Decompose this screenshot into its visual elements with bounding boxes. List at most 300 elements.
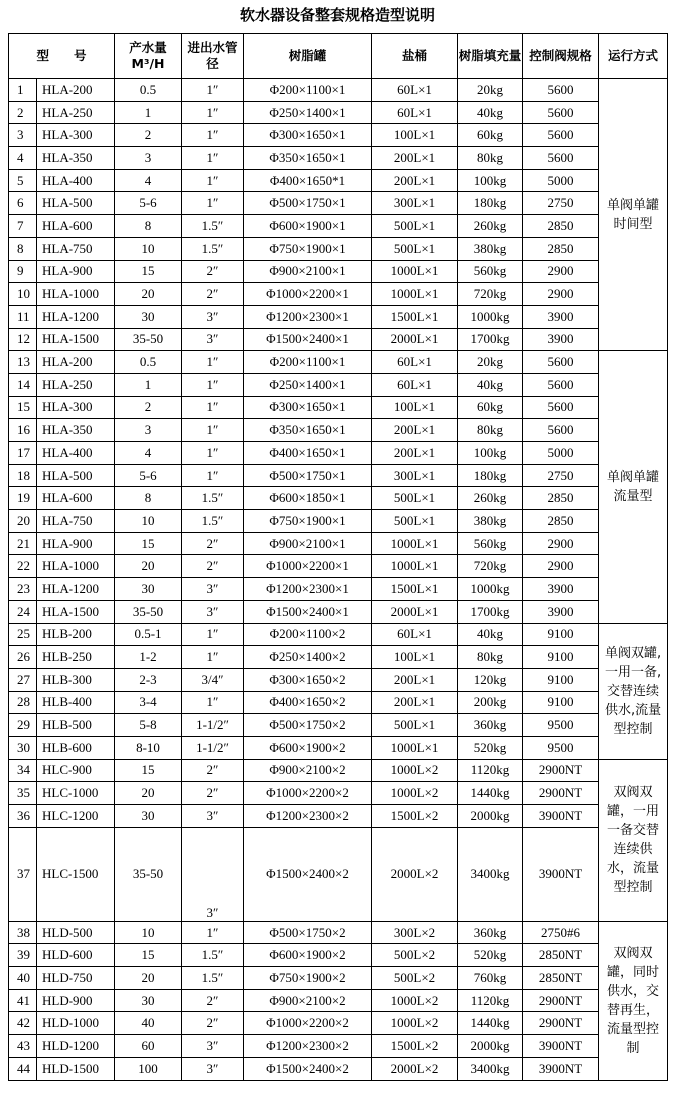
cell-flow: 15 xyxy=(115,260,182,283)
cell-no: 5 xyxy=(9,169,37,192)
cell-run-mode: 单阀单罐 流量型 xyxy=(599,351,668,623)
cell-flow: 20 xyxy=(115,967,182,990)
cell-model: HLA-900 xyxy=(37,260,115,283)
cell-resin: 40kg xyxy=(458,623,523,646)
cell-pipe: 1″ xyxy=(182,79,244,102)
cell-resin: 100kg xyxy=(458,442,523,465)
cell-no: 36 xyxy=(9,805,37,828)
table-row xyxy=(9,944,668,967)
table-row xyxy=(9,827,668,921)
cell-tank: Φ750×1900×1 xyxy=(244,237,372,260)
cell-valve: 2850 xyxy=(523,487,599,510)
table-row xyxy=(9,1057,668,1080)
cell-flow: 2 xyxy=(115,396,182,419)
cell-flow: 2-3 xyxy=(115,668,182,691)
cell-tank: Φ400×1650*1 xyxy=(244,169,372,192)
cell-flow: 35-50 xyxy=(115,827,182,921)
cell-model: HLA-900 xyxy=(37,532,115,555)
cell-pipe: 1.5″ xyxy=(182,967,244,990)
cell-model: HLA-1200 xyxy=(37,578,115,601)
cell-model: HLD-900 xyxy=(37,989,115,1012)
cell-resin: 260kg xyxy=(458,487,523,510)
cell-resin: 1000kg xyxy=(458,578,523,601)
cell-pipe: 1″ xyxy=(182,373,244,396)
cell-valve: 2900NT xyxy=(523,989,599,1012)
cell-salt: 500L×2 xyxy=(372,944,458,967)
cell-pipe: 1-1/2″ xyxy=(182,714,244,737)
cell-no: 23 xyxy=(9,578,37,601)
cell-model: HLA-1500 xyxy=(37,600,115,623)
cell-salt: 500L×1 xyxy=(372,215,458,238)
table-row xyxy=(9,169,668,192)
cell-pipe: 2″ xyxy=(182,759,244,782)
table-row xyxy=(9,805,668,828)
cell-valve: 3900NT xyxy=(523,1057,599,1080)
cell-pipe: 1″ xyxy=(182,464,244,487)
cell-resin: 120kg xyxy=(458,668,523,691)
table-row xyxy=(9,623,668,646)
cell-resin: 1440kg xyxy=(458,1012,523,1035)
cell-tank: Φ500×1750×2 xyxy=(244,714,372,737)
cell-valve: 9100 xyxy=(523,691,599,714)
cell-model: HLB-200 xyxy=(37,623,115,646)
cell-valve: 2900 xyxy=(523,260,599,283)
table-row xyxy=(9,989,668,1012)
cell-tank: Φ600×1900×2 xyxy=(244,736,372,759)
cell-valve: 2750 xyxy=(523,464,599,487)
cell-valve: 3900NT xyxy=(523,827,599,921)
cell-valve: 2850 xyxy=(523,510,599,533)
cell-valve: 2900 xyxy=(523,555,599,578)
cell-resin: 380kg xyxy=(458,510,523,533)
table-row xyxy=(9,101,668,124)
cell-valve: 5600 xyxy=(523,396,599,419)
spec-table xyxy=(8,33,668,1081)
cell-pipe: 2″ xyxy=(182,260,244,283)
cell-flow: 20 xyxy=(115,283,182,306)
cell-flow: 4 xyxy=(115,442,182,465)
cell-valve: 3900 xyxy=(523,305,599,328)
cell-valve: 2750#6 xyxy=(523,921,599,944)
header-flow: 产水量 M³/H xyxy=(115,34,182,79)
cell-flow: 10 xyxy=(115,510,182,533)
cell-pipe: 1″ xyxy=(182,623,244,646)
cell-model: HLA-1500 xyxy=(37,328,115,351)
cell-resin: 760kg xyxy=(458,967,523,990)
cell-model: HLA-1000 xyxy=(37,283,115,306)
cell-valve: 5000 xyxy=(523,169,599,192)
cell-flow: 5-6 xyxy=(115,464,182,487)
table-row xyxy=(9,464,668,487)
cell-salt: 2000L×2 xyxy=(372,827,458,921)
cell-no: 35 xyxy=(9,782,37,805)
cell-tank: Φ300×1650×1 xyxy=(244,124,372,147)
cell-no: 12 xyxy=(9,328,37,351)
cell-model: HLA-200 xyxy=(37,351,115,374)
cell-tank: Φ300×1650×1 xyxy=(244,396,372,419)
cell-no: 41 xyxy=(9,989,37,1012)
cell-salt: 500L×2 xyxy=(372,967,458,990)
header-resin: 树脂填充量 xyxy=(458,34,523,79)
cell-flow: 35-50 xyxy=(115,600,182,623)
cell-flow: 8 xyxy=(115,487,182,510)
cell-salt: 200L×1 xyxy=(372,668,458,691)
cell-no: 3 xyxy=(9,124,37,147)
cell-salt: 500L×1 xyxy=(372,510,458,533)
table-row xyxy=(9,736,668,759)
cell-valve: 5600 xyxy=(523,419,599,442)
cell-tank: Φ250×1400×1 xyxy=(244,101,372,124)
cell-tank: Φ1200×2300×2 xyxy=(244,1035,372,1058)
cell-model: HLC-1000 xyxy=(37,782,115,805)
cell-pipe: 1″ xyxy=(182,442,244,465)
table-row xyxy=(9,442,668,465)
cell-flow: 40 xyxy=(115,1012,182,1035)
cell-resin: 1440kg xyxy=(458,782,523,805)
cell-pipe: 1.5″ xyxy=(182,510,244,533)
cell-resin: 60kg xyxy=(458,396,523,419)
cell-pipe: 1.5″ xyxy=(182,237,244,260)
cell-salt: 500L×1 xyxy=(372,237,458,260)
table-row xyxy=(9,691,668,714)
cell-pipe: 2″ xyxy=(182,555,244,578)
cell-tank: Φ600×1900×1 xyxy=(244,215,372,238)
table-row xyxy=(9,396,668,419)
cell-pipe: 3″ xyxy=(182,805,244,828)
cell-salt: 1500L×1 xyxy=(372,578,458,601)
cell-resin: 80kg xyxy=(458,646,523,669)
cell-tank: Φ1500×2400×1 xyxy=(244,328,372,351)
table-row xyxy=(9,921,668,944)
cell-model: HLC-1200 xyxy=(37,805,115,828)
cell-model: HLA-600 xyxy=(37,487,115,510)
cell-valve: 2900NT xyxy=(523,782,599,805)
cell-no: 21 xyxy=(9,532,37,555)
cell-flow: 3 xyxy=(115,419,182,442)
cell-valve: 2900 xyxy=(523,532,599,555)
cell-pipe: 1.5″ xyxy=(182,487,244,510)
cell-tank: Φ1200×2300×2 xyxy=(244,805,372,828)
cell-salt: 1000L×1 xyxy=(372,736,458,759)
cell-resin: 1700kg xyxy=(458,600,523,623)
cell-model: HLA-400 xyxy=(37,169,115,192)
cell-pipe: 3″ xyxy=(182,827,244,921)
cell-tank: Φ900×2100×1 xyxy=(244,260,372,283)
header-model: 型 号 xyxy=(9,34,115,79)
cell-tank: Φ250×1400×2 xyxy=(244,646,372,669)
cell-flow: 3 xyxy=(115,147,182,170)
cell-flow: 10 xyxy=(115,237,182,260)
cell-valve: 9100 xyxy=(523,646,599,669)
cell-salt: 300L×1 xyxy=(372,464,458,487)
cell-salt: 1500L×2 xyxy=(372,805,458,828)
cell-pipe: 1″ xyxy=(182,169,244,192)
cell-salt: 100L×1 xyxy=(372,396,458,419)
cell-valve: 9100 xyxy=(523,668,599,691)
cell-flow: 8-10 xyxy=(115,736,182,759)
cell-flow: 3-4 xyxy=(115,691,182,714)
cell-no: 8 xyxy=(9,237,37,260)
cell-valve: 3900 xyxy=(523,328,599,351)
cell-pipe: 1″ xyxy=(182,124,244,147)
cell-salt: 1000L×1 xyxy=(372,283,458,306)
cell-tank: Φ1000×2200×1 xyxy=(244,555,372,578)
cell-pipe: 1″ xyxy=(182,192,244,215)
cell-pipe: 3″ xyxy=(182,328,244,351)
cell-flow: 0.5-1 xyxy=(115,623,182,646)
cell-resin: 180kg xyxy=(458,192,523,215)
cell-no: 26 xyxy=(9,646,37,669)
cell-salt: 60L×1 xyxy=(372,351,458,374)
cell-valve: 2750 xyxy=(523,192,599,215)
cell-no: 7 xyxy=(9,215,37,238)
cell-tank: Φ200×1100×1 xyxy=(244,79,372,102)
cell-pipe: 3″ xyxy=(182,305,244,328)
cell-tank: Φ1200×2300×1 xyxy=(244,305,372,328)
cell-model: HLB-250 xyxy=(37,646,115,669)
cell-no: 22 xyxy=(9,555,37,578)
cell-salt: 500L×1 xyxy=(372,487,458,510)
cell-salt: 60L×1 xyxy=(372,101,458,124)
cell-run-mode: 单阀单罐 时间型 xyxy=(599,79,668,351)
cell-valve: 5600 xyxy=(523,373,599,396)
cell-model: HLA-250 xyxy=(37,101,115,124)
cell-salt: 1000L×1 xyxy=(372,260,458,283)
cell-flow: 2 xyxy=(115,124,182,147)
cell-salt: 100L×1 xyxy=(372,646,458,669)
cell-model: HLB-300 xyxy=(37,668,115,691)
table-row xyxy=(9,79,668,102)
cell-model: HLA-300 xyxy=(37,396,115,419)
cell-no: 28 xyxy=(9,691,37,714)
cell-resin: 40kg xyxy=(458,373,523,396)
cell-no: 43 xyxy=(9,1035,37,1058)
cell-resin: 720kg xyxy=(458,555,523,578)
cell-model: HLA-250 xyxy=(37,373,115,396)
cell-no: 29 xyxy=(9,714,37,737)
cell-tank: Φ1200×2300×1 xyxy=(244,578,372,601)
cell-resin: 2000kg xyxy=(458,1035,523,1058)
cell-tank: Φ400×1650×1 xyxy=(244,442,372,465)
cell-resin: 80kg xyxy=(458,419,523,442)
table-body xyxy=(9,79,668,1081)
header-pipe: 进出水管径 xyxy=(182,34,244,79)
cell-valve: 2850NT xyxy=(523,967,599,990)
cell-resin: 80kg xyxy=(458,147,523,170)
cell-no: 4 xyxy=(9,147,37,170)
table-row xyxy=(9,283,668,306)
cell-valve: 5600 xyxy=(523,147,599,170)
cell-salt: 200L×1 xyxy=(372,691,458,714)
cell-model: HLA-1200 xyxy=(37,305,115,328)
table-row xyxy=(9,328,668,351)
cell-pipe: 3″ xyxy=(182,578,244,601)
cell-tank: Φ1000×2200×2 xyxy=(244,782,372,805)
cell-model: HLA-350 xyxy=(37,419,115,442)
cell-model: HLA-500 xyxy=(37,192,115,215)
cell-resin: 520kg xyxy=(458,944,523,967)
cell-no: 6 xyxy=(9,192,37,215)
cell-salt: 2000L×1 xyxy=(372,328,458,351)
cell-resin: 3400kg xyxy=(458,827,523,921)
cell-model: HLC-1500 xyxy=(37,827,115,921)
table-row xyxy=(9,1012,668,1035)
cell-pipe: 1″ xyxy=(182,396,244,419)
cell-model: HLB-500 xyxy=(37,714,115,737)
cell-flow: 30 xyxy=(115,805,182,828)
cell-no: 17 xyxy=(9,442,37,465)
table-row xyxy=(9,510,668,533)
cell-resin: 380kg xyxy=(458,237,523,260)
cell-pipe: 2″ xyxy=(182,532,244,555)
cell-flow: 1 xyxy=(115,373,182,396)
cell-tank: Φ400×1650×2 xyxy=(244,691,372,714)
cell-pipe: 1″ xyxy=(182,921,244,944)
cell-flow: 15 xyxy=(115,759,182,782)
cell-valve: 3900NT xyxy=(523,805,599,828)
cell-valve: 3900NT xyxy=(523,1035,599,1058)
cell-no: 42 xyxy=(9,1012,37,1035)
cell-pipe: 1″ xyxy=(182,101,244,124)
cell-salt: 200L×1 xyxy=(372,442,458,465)
cell-pipe: 3/4″ xyxy=(182,668,244,691)
cell-pipe: 1″ xyxy=(182,646,244,669)
cell-salt: 1000L×2 xyxy=(372,989,458,1012)
cell-salt: 1000L×1 xyxy=(372,555,458,578)
cell-resin: 260kg xyxy=(458,215,523,238)
cell-pipe: 2″ xyxy=(182,782,244,805)
cell-flow: 1 xyxy=(115,101,182,124)
cell-tank: Φ600×1850×1 xyxy=(244,487,372,510)
cell-resin: 1700kg xyxy=(458,328,523,351)
table-row xyxy=(9,487,668,510)
table-row xyxy=(9,1035,668,1058)
cell-resin: 60kg xyxy=(458,124,523,147)
cell-resin: 20kg xyxy=(458,351,523,374)
cell-no: 1 xyxy=(9,79,37,102)
cell-tank: Φ600×1900×2 xyxy=(244,944,372,967)
table-row xyxy=(9,124,668,147)
cell-pipe: 2″ xyxy=(182,1012,244,1035)
table-row xyxy=(9,192,668,215)
cell-model: HLB-600 xyxy=(37,736,115,759)
cell-flow: 8 xyxy=(115,215,182,238)
cell-model: HLD-1200 xyxy=(37,1035,115,1058)
cell-tank: Φ1500×2400×2 xyxy=(244,1057,372,1080)
cell-tank: Φ500×1750×1 xyxy=(244,192,372,215)
cell-tank: Φ1000×2200×2 xyxy=(244,1012,372,1035)
cell-model: HLA-750 xyxy=(37,237,115,260)
cell-resin: 720kg xyxy=(458,283,523,306)
cell-valve: 9500 xyxy=(523,714,599,737)
table-row xyxy=(9,759,668,782)
cell-model: HLA-200 xyxy=(37,79,115,102)
cell-pipe: 3″ xyxy=(182,1035,244,1058)
cell-no: 18 xyxy=(9,464,37,487)
cell-tank: Φ300×1650×2 xyxy=(244,668,372,691)
cell-salt: 200L×1 xyxy=(372,169,458,192)
cell-no: 30 xyxy=(9,736,37,759)
cell-resin: 360kg xyxy=(458,921,523,944)
cell-tank: Φ200×1100×1 xyxy=(244,351,372,374)
table-row xyxy=(9,532,668,555)
cell-valve: 2850NT xyxy=(523,944,599,967)
cell-flow: 100 xyxy=(115,1057,182,1080)
cell-flow: 5-6 xyxy=(115,192,182,215)
cell-run-mode: 双阀双罐，一用一备交替连续供水，流量型控制 xyxy=(599,759,668,921)
cell-flow: 60 xyxy=(115,1035,182,1058)
cell-no: 13 xyxy=(9,351,37,374)
cell-no: 19 xyxy=(9,487,37,510)
cell-valve: 2900NT xyxy=(523,1012,599,1035)
cell-tank: Φ250×1400×1 xyxy=(244,373,372,396)
cell-no: 2 xyxy=(9,101,37,124)
cell-model: HLD-750 xyxy=(37,967,115,990)
cell-salt: 60L×1 xyxy=(372,373,458,396)
table-row xyxy=(9,237,668,260)
cell-valve: 2900 xyxy=(523,283,599,306)
cell-tank: Φ350×1650×1 xyxy=(244,419,372,442)
cell-pipe: 3″ xyxy=(182,600,244,623)
cell-pipe: 1″ xyxy=(182,419,244,442)
cell-model: HLA-750 xyxy=(37,510,115,533)
cell-flow: 15 xyxy=(115,944,182,967)
cell-no: 40 xyxy=(9,967,37,990)
cell-run-mode: 双阀双罐，同时供水，交替再生，流量型控制 xyxy=(599,921,668,1080)
cell-valve: 5600 xyxy=(523,101,599,124)
cell-valve: 2850 xyxy=(523,215,599,238)
table-row xyxy=(9,782,668,805)
cell-flow: 30 xyxy=(115,578,182,601)
cell-model: HLD-600 xyxy=(37,944,115,967)
cell-model: HLD-500 xyxy=(37,921,115,944)
cell-salt: 500L×1 xyxy=(372,714,458,737)
cell-model: HLA-1000 xyxy=(37,555,115,578)
cell-resin: 3400kg xyxy=(458,1057,523,1080)
table-row xyxy=(9,555,668,578)
cell-resin: 200kg xyxy=(458,691,523,714)
table-row xyxy=(9,147,668,170)
cell-no: 37 xyxy=(9,827,37,921)
cell-flow: 0.5 xyxy=(115,351,182,374)
cell-tank: Φ350×1650×1 xyxy=(244,147,372,170)
cell-model: HLD-1500 xyxy=(37,1057,115,1080)
cell-resin: 1120kg xyxy=(458,759,523,782)
cell-model: HLA-600 xyxy=(37,215,115,238)
cell-salt: 2000L×1 xyxy=(372,600,458,623)
cell-no: 10 xyxy=(9,283,37,306)
cell-pipe: 1.5″ xyxy=(182,215,244,238)
cell-salt: 300L×2 xyxy=(372,921,458,944)
cell-pipe: 1.5″ xyxy=(182,944,244,967)
cell-resin: 1120kg xyxy=(458,989,523,1012)
header-valve: 控制阀规格 xyxy=(523,34,599,79)
cell-model: HLA-300 xyxy=(37,124,115,147)
cell-salt: 1000L×2 xyxy=(372,1012,458,1035)
cell-salt: 60L×1 xyxy=(372,623,458,646)
cell-flow: 0.5 xyxy=(115,79,182,102)
cell-valve: 2850 xyxy=(523,237,599,260)
cell-no: 20 xyxy=(9,510,37,533)
cell-valve: 3900 xyxy=(523,600,599,623)
table-row xyxy=(9,215,668,238)
table-row xyxy=(9,373,668,396)
cell-no: 44 xyxy=(9,1057,37,1080)
header-tank: 树脂罐 xyxy=(244,34,372,79)
cell-no: 9 xyxy=(9,260,37,283)
cell-pipe: 3″ xyxy=(182,1057,244,1080)
cell-flow: 35-50 xyxy=(115,328,182,351)
